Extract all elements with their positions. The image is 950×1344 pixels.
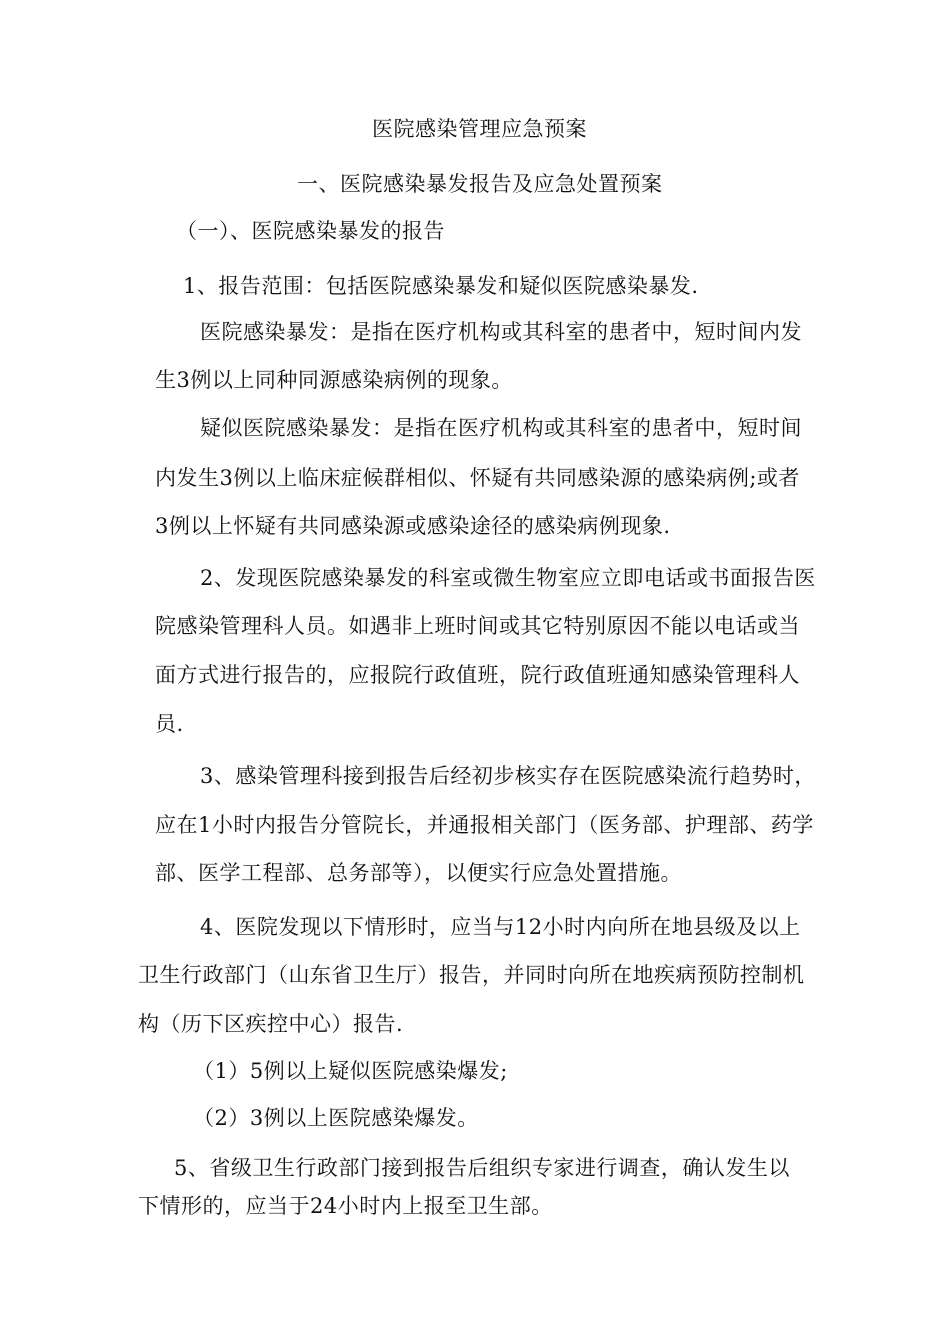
item2-line3: 面方式进行报告的，应报院行政值班，院行政值班通知感染管理科人 (155, 663, 800, 687)
definition-outbreak-line2: 生3例以上同种同源感染病例的现象。 (155, 368, 513, 392)
item4-line1: 4、医院发现以下情形时，应当与12小时内向所在地县级及以上 (200, 915, 801, 939)
definition-suspected-line3: 3例以上怀疑有共同感染源或感染途径的感染病例现象. (155, 514, 671, 538)
item3-line3: 部、医学工程部、总务部等），以便实行应急处置措施。 (155, 861, 682, 885)
item3-line2: 应在1小时内报告分管院长，并通报相关部门（医务部、护理部、药学 (155, 813, 814, 837)
sub-item-2: （2）3例以上医院感染爆发。 (193, 1106, 479, 1130)
item1-paragraph: 1、报告范围：包括医院感染暴发和疑似医院感染暴发. (183, 274, 699, 298)
definition-outbreak-line1: 医院感染暴发：是指在医疗机构或其科室的患者中，短时间内发 (200, 320, 802, 344)
item2-line4: 员. (155, 712, 184, 736)
subsection-heading: （一）、医院感染暴发的报告 (176, 219, 445, 243)
item2-line2: 院感染管理科人员。如遇非上班时间或其它特别原因不能以电话或当 (155, 614, 800, 638)
item5-line1: 5、省级卫生行政部门接到报告后组织专家进行调查，确认发生以 (174, 1156, 790, 1180)
document-title: 医院感染管理应急预案 (372, 117, 587, 141)
section-heading: 一、医院感染暴发报告及应急处置预案 (297, 172, 663, 196)
sub-item-1: （1）5例以上疑似医院感染爆发; (193, 1059, 508, 1083)
definition-suspected-line1: 疑似医院感染暴发：是指在医疗机构或其科室的患者中，短时间 (200, 416, 802, 440)
item5-line2: 下情形的，应当于24小时内上报至卫生部。 (138, 1194, 553, 1218)
item3-line1: 3、感染管理科接到报告后经初步核实存在医院感染流行趋势时， (200, 764, 816, 788)
item2-line1: 2、发现医院感染暴发的科室或微生物室应立即电话或书面报告医 (200, 566, 816, 590)
item4-line2: 卫生行政部门（山东省卫生厅）报告，并同时向所在地疾病预防控制机 (138, 963, 805, 987)
definition-suspected-line2: 内发生3例以上临床症候群相似、怀疑有共同感染源的感染病例;或者 (155, 466, 800, 490)
item4-line3: 构（历下区疾控中心）报告. (138, 1012, 404, 1036)
